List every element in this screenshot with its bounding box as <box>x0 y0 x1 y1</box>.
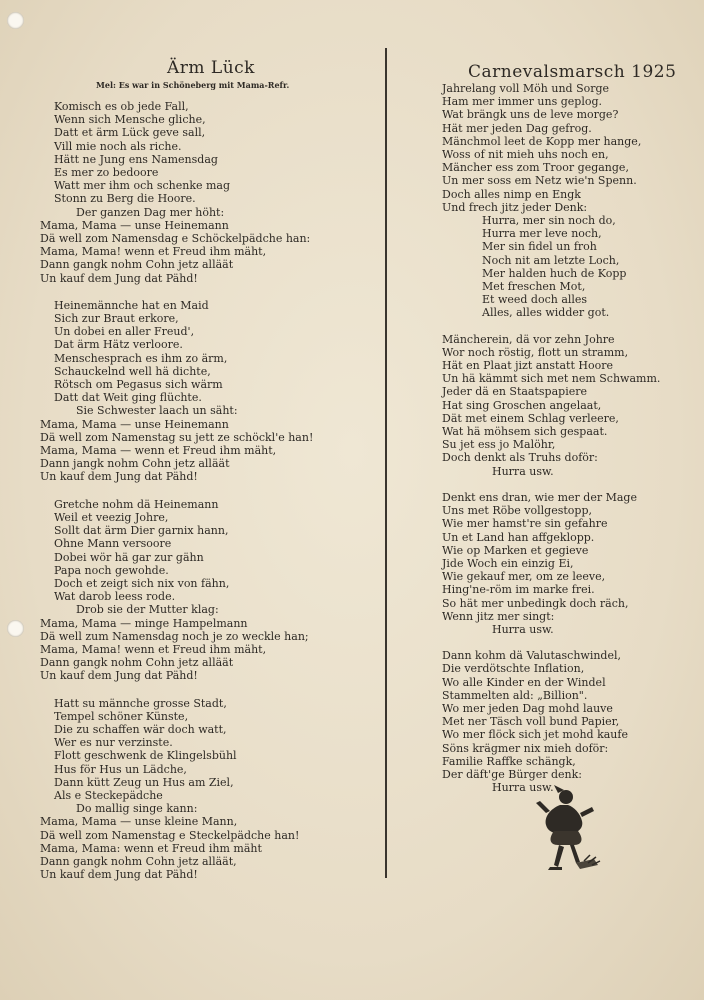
verse-line: Mama, Mama — unse Heinemann <box>40 417 229 431</box>
verse-line: So hät mer unbedingk doch räch, <box>442 596 629 610</box>
verse-line: Un hä kämmt sich met nem Schwamm. <box>442 372 661 386</box>
stanza <box>442 82 692 320</box>
verse-line: Hätt ne Jung ens Namensdag <box>54 152 218 166</box>
stanza <box>40 299 375 484</box>
verse-line: Et weed doch alles <box>482 293 588 307</box>
carnival-dancer-illustration <box>528 783 604 873</box>
verse-line: Wer es nur verzinste. <box>54 736 173 750</box>
verse-line: Mama, Mama — wenn et Freud ihm mäht, <box>40 444 277 458</box>
verse-line: Wat brängk uns de leve morge? <box>442 108 619 122</box>
verse-line: Hurra usw. <box>492 464 554 478</box>
verse-line: Mama, Mama — minge Hampelmann <box>40 616 248 630</box>
verse-line: Stonn zu Berg die Hoore. <box>54 192 196 206</box>
verse-line: Wie gekauf mer, om ze leeve, <box>442 570 606 584</box>
verse-line: Met ner Täsch voll bund Papier, <box>442 715 620 729</box>
verse-line: Hurra, mer sin noch do, <box>482 214 616 228</box>
verse-line: Weil et veezig Johre, <box>54 510 169 524</box>
verse-line: Dobei wör hä gar zur gähn <box>54 550 204 564</box>
verse-line: Dann gangk nohm Cohn jetz alläät <box>40 656 234 670</box>
verse-line: Papa noch gewohde. <box>54 563 169 577</box>
verse-line: Gretche nohm dä Heinemann <box>54 497 219 511</box>
verse-line: Mama, Mama — unse Heinemann <box>40 218 229 232</box>
left-stanzas <box>40 100 375 881</box>
verse-line: Met freschen Mot, <box>482 280 586 294</box>
verse-line: Datt dat Weit ging flüchte. <box>54 391 202 405</box>
verse-line: Dann kohm dä Valutaschwindel, <box>442 649 621 663</box>
verse-line: Vill mie noch als riche. <box>54 139 182 153</box>
verse-line: Hurra mer leve noch, <box>482 227 602 241</box>
verse-line: Un kauf dem Jung dat Pähd! <box>40 271 198 285</box>
verse-line: Jeder dä en Staatspapiere <box>442 385 587 399</box>
verse-line: Wat hä möhsem sich gespaat. <box>442 425 608 439</box>
verse-line: Komisch es ob jede Fall, <box>54 100 189 113</box>
verse-line: Heinemännche hat en Maid <box>54 298 209 312</box>
stanza <box>442 491 692 636</box>
verse-line: Sich zur Braut erkore, <box>54 312 179 326</box>
verse-line: Wo mer flöck sich jet mohd kaufe <box>442 728 628 742</box>
verse-line: Hus för Hus un Lädche, <box>54 762 187 776</box>
verse-line: Ham mer immer uns geplog. <box>442 95 602 109</box>
verse-line: Noch nit am letzte Loch, <box>482 253 620 267</box>
verse-line: Hurra usw. <box>492 622 554 636</box>
verse-line: Die verdötschte Inflation, <box>442 662 585 676</box>
verse-line: Dann kütt Zeug un Hus am Ziel, <box>54 775 234 789</box>
verse-line: Familie Raffke schängk, <box>442 754 576 768</box>
verse-line: Dät met einem Schlag verleere, <box>442 411 619 425</box>
verse-line: Sollt dat ärm Dier garnix hann, <box>54 524 229 538</box>
verse-line: Söns krägmer nix mieh doför: <box>442 741 609 755</box>
verse-line: Dä well zom Namensdag e Schöckelpädche han: <box>40 232 311 246</box>
verse-line: Wor noch röstig, flott un stramm, <box>442 345 629 359</box>
verse-line: Es mer zo bedoore <box>54 166 159 180</box>
verse-line: Dann gangk nohm Cohn jetz alläät, <box>40 854 237 868</box>
verse-line: Doch et zeigt sich nix von fähn, <box>54 576 230 590</box>
left-column <box>40 58 375 895</box>
verse-line: Hing'ne-röm im marke frei. <box>442 583 595 597</box>
verse-line: Schauckelnd well hä dichte, <box>54 364 211 378</box>
stanza <box>442 333 692 478</box>
stanza <box>40 498 375 683</box>
verse-line: Die zu schaffen wär doch watt, <box>54 722 227 736</box>
verse-line: Mama, Mama — unse kleine Mann, <box>40 815 238 829</box>
verse-line: Hat sing Groschen angelaat, <box>442 398 602 412</box>
verse-line: Mama, Mama! wenn et Freud ihm mäht, <box>40 245 267 259</box>
verse-line: Ohne Mann versoore <box>54 537 172 551</box>
verse-line: Hurra usw. <box>492 781 554 795</box>
verse-line: Woss of nit mieh uhs noch en, <box>442 148 609 162</box>
verse-line: Dat ärm Hätz verloore. <box>54 338 183 352</box>
verse-line: Mänchmol leet de Kopp mer hange, <box>442 134 642 148</box>
punch-hole-top <box>7 12 24 29</box>
verse-line: Tempel schöner Künste, <box>54 709 189 723</box>
verse-line: Mer halden huch de Kopp <box>482 266 627 280</box>
verse-line: Wo alle Kinder en der Windel <box>442 675 606 689</box>
verse-line: Un kauf dem Jung dat Pähd! <box>40 669 198 683</box>
verse-line: Wo mer jeden Dag mohd lauve <box>442 701 613 715</box>
verse-line: Un dobei en aller Freud', <box>54 325 195 339</box>
verse-line: Un kauf dem Jung dat Pähd! <box>40 868 198 882</box>
verse-line: Flott geschwenk de Klingelsbühl <box>54 749 237 763</box>
verse-line: Stammelten ald: „Billion". <box>442 688 588 702</box>
verse-line: Mäncherein, dä vor zehn Johre <box>442 332 615 346</box>
verse-line: Dä well zom Namenstag e Steckelpädche han! <box>40 828 300 842</box>
verse-line: Un et Land han affgeklopp. <box>442 530 595 544</box>
verse-line: Jide Woch ein einzig Ei, <box>442 556 574 570</box>
verse-line: Wie mer hamst're sin gefahre <box>442 517 608 531</box>
left-song-title: Ärm Lück <box>167 58 255 78</box>
verse-line: Doch denkt als Truhs doför: <box>442 451 598 465</box>
verse-line: Doch alles nimp en Engk <box>442 187 581 201</box>
right-stanzas <box>442 82 692 794</box>
column-divider <box>385 48 387 878</box>
right-column <box>442 62 692 807</box>
verse-line: Wat darob leess rode. <box>54 590 176 604</box>
verse-line: Hät en Plaat jizt anstatt Hoore <box>442 359 613 373</box>
verse-line: Dann gangk nohm Cohn jetz alläät <box>40 258 234 272</box>
verse-line: Dann jangk nohm Cohn jetz alläät <box>40 457 230 471</box>
verse-line: Drob sie der Mutter klag: <box>76 603 219 617</box>
verse-line: Wenn jitz mer singt: <box>442 609 555 623</box>
verse-line: Der däft'ge Bürger denk: <box>442 767 582 781</box>
verse-line: Wie op Marken et gegieve <box>442 543 589 557</box>
verse-line: Un mer soss em Netz wie'n Spenn. <box>442 174 637 188</box>
verse-line: Uns met Röbe vollgestopp, <box>442 504 592 518</box>
punch-hole-bottom <box>7 620 24 637</box>
verse-line: Mama, Mama! wenn et Freud ihm mäht, <box>40 642 267 656</box>
verse-line: Jahrelang voll Möh und Sorge <box>442 82 610 95</box>
stanza <box>40 100 375 285</box>
verse-line: Dä well zom Namenstag su jett ze schöckl'e han! <box>40 430 314 444</box>
stanza <box>40 697 375 882</box>
verse-line: Rötsch om Pegasus sich wärm <box>54 378 223 392</box>
verse-line: Do mallig singe kann: <box>76 802 198 816</box>
verse-line: Sie Schwester laach un säht: <box>76 404 238 418</box>
verse-line: Su jet ess jo Malöhr, <box>442 438 556 452</box>
right-song-title: Carnevalsmarsch 1925 <box>468 62 677 82</box>
verse-line: Hatt su männche grosse Stadt, <box>54 696 227 710</box>
verse-line: Menschesprach es ihm zo ärm, <box>54 351 228 365</box>
stanza <box>442 649 692 794</box>
melody-note: Mel: Es war in Schöneberg mit Mama-Refr. <box>96 80 290 90</box>
verse-line: Mama, Mama: wenn et Freud ihm mäht <box>40 841 262 855</box>
verse-line: Und frech jitz jeder Denk: <box>442 200 588 214</box>
verse-line: Alles, alles widder got. <box>482 306 610 320</box>
verse-line: Hät mer jeden Dag gefrog. <box>442 121 592 135</box>
verse-line: Denkt ens dran, wie mer der Mage <box>442 490 637 504</box>
verse-line: Wenn sich Mensche gliche, <box>54 113 206 127</box>
verse-line: Der ganzen Dag mer höht: <box>76 205 225 219</box>
verse-line: Un kauf dem Jung dat Pähd! <box>40 470 198 484</box>
verse-line: Mer sin fidel un froh <box>482 240 597 254</box>
verse-line: Dä well zum Namensdag noch je zo weckle han; <box>40 629 309 643</box>
verse-line: Watt mer ihm och schenke mag <box>54 179 231 193</box>
verse-line: Mäncher ess zom Troor gegange, <box>442 161 629 175</box>
verse-line: Als e Steckepädche <box>54 788 163 802</box>
verse-line: Datt et ärm Lück geve sall, <box>54 126 206 140</box>
